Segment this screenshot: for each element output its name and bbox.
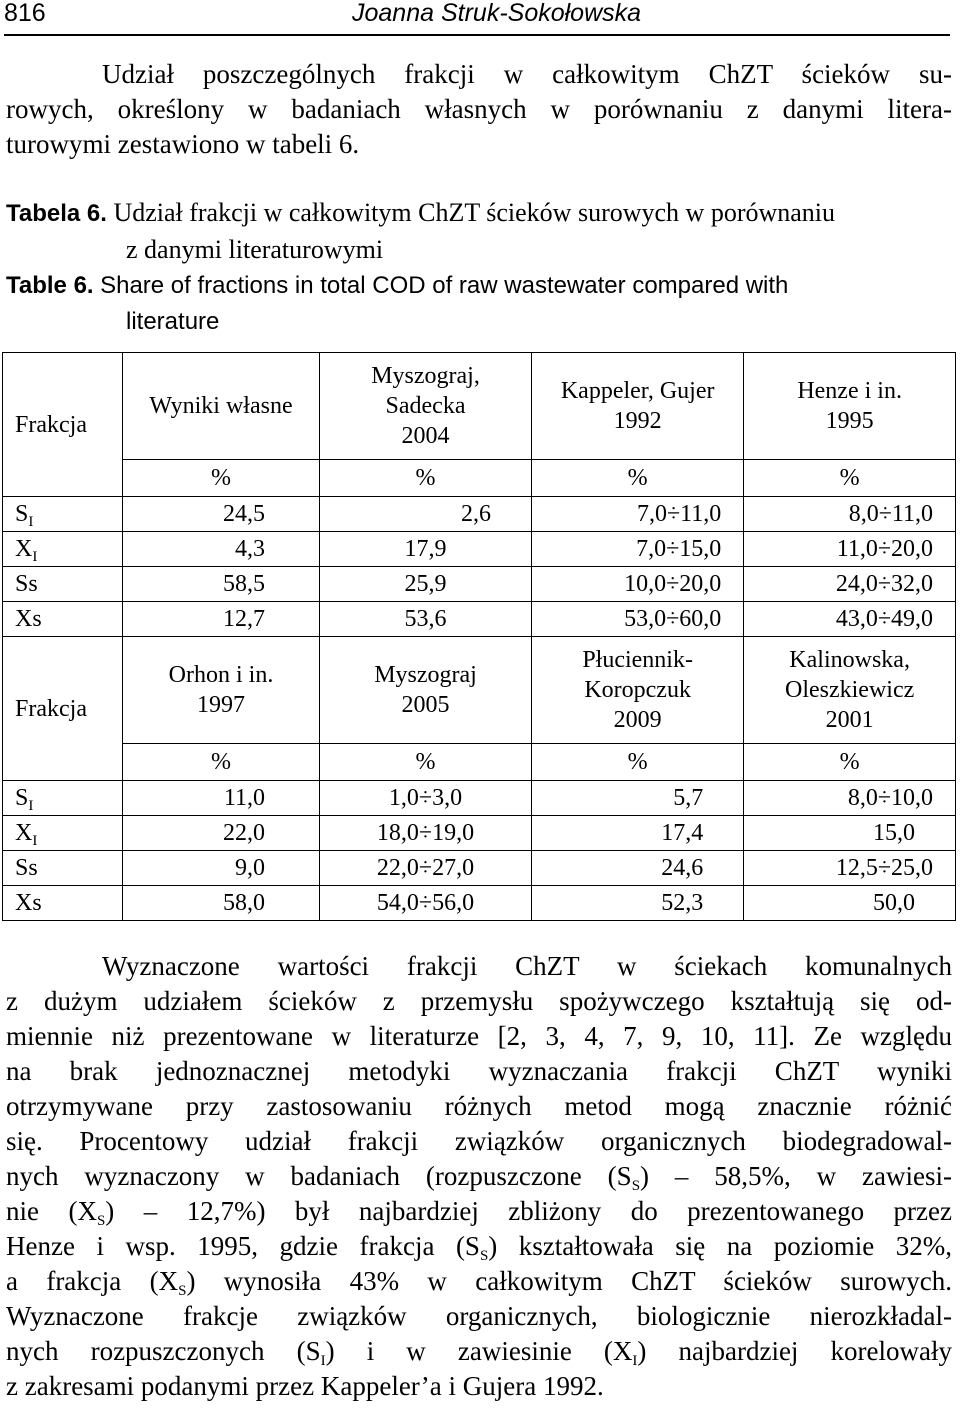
unit-cell: % <box>744 744 956 781</box>
table-cell: 17,4 <box>532 816 744 851</box>
header-text: 1992 <box>613 408 662 434</box>
table-cell: 5,7 <box>532 781 744 816</box>
intro-paragraph <box>6 57 952 162</box>
header-text: Kalinowska, <box>789 647 910 673</box>
table-cell: 24,5 <box>123 497 320 532</box>
table-cell: 7,0÷11,0 <box>532 497 744 532</box>
table-cell: 53,6 <box>320 602 532 637</box>
body-text: ) kształtowała się na poziomie 32%, <box>488 1231 952 1261</box>
body-paragraph <box>6 949 952 1404</box>
table-row <box>3 532 956 567</box>
fraction-symbol: S <box>15 501 29 527</box>
header-rule <box>4 34 950 36</box>
header-col4 <box>744 637 956 744</box>
table-cell: 25,9 <box>320 567 532 602</box>
table-cell: 54,0÷56,0 <box>320 886 532 921</box>
table-cell: 12,7 <box>123 602 320 637</box>
header-text: 2005 <box>401 692 450 718</box>
table-cell: 8,0÷10,0 <box>744 781 956 816</box>
body-line <box>6 1159 952 1194</box>
header-text: Henze i in. <box>797 378 902 404</box>
running-head <box>4 0 952 36</box>
intro-line: turowymi zestawiono w tabeli 6. <box>6 129 360 159</box>
table-caption-pl <box>6 195 952 268</box>
subscript: S <box>631 1178 641 1194</box>
table-cell: 17,9 <box>320 532 532 567</box>
unit-cell: % <box>123 460 320 497</box>
fractions-table <box>2 352 956 921</box>
body-line <box>6 1264 952 1299</box>
header-col1 <box>123 353 320 460</box>
body-line: Wyznaczone wartości frakcji ChZT w ściekach komunalnych <box>102 951 952 981</box>
body-text: ) – 58,5%, w zawiesi- <box>640 1161 952 1191</box>
body-text: a frakcja (X <box>6 1266 179 1296</box>
subscript: I <box>632 1353 638 1369</box>
table-row <box>3 497 956 532</box>
body-line: na brak jednoznacznej metodyki wyznaczania frakcji ChZT wyniki <box>6 1056 952 1086</box>
table-cell: 2,6 <box>320 497 532 532</box>
header-text: Wyniki własne <box>149 393 293 419</box>
body-line: otrzymywane przy zastosowaniu różnych metod mogą znacznie różnić <box>6 1091 952 1121</box>
body-line: się. Procentowy udział frakcji związków organicznych biodegradowal- <box>6 1126 952 1156</box>
unit-cell: % <box>320 744 532 781</box>
intro-line: rowych, określony w badaniach własnych w porównaniu z danymi litera- <box>6 94 952 124</box>
table-cell: 58,5 <box>123 567 320 602</box>
fraction-symbol: Ss <box>15 571 38 597</box>
table-cell: 24,6 <box>532 851 744 886</box>
unit-cell: % <box>532 744 744 781</box>
header-text: Kappeler, Gujer <box>560 378 715 404</box>
table-header-row <box>3 637 956 744</box>
fraction-subscript: I <box>28 798 34 814</box>
unit-cell: % <box>744 460 956 497</box>
fraction-label <box>3 497 123 532</box>
fraction-subscript: I <box>32 549 38 565</box>
subscript: S <box>178 1283 187 1299</box>
fraction-symbol: X <box>15 536 33 562</box>
fraction-symbol: S <box>15 785 29 811</box>
body-line: z zakresami podanymi przez Kappeler’a i Gujera 1992. <box>6 1371 604 1401</box>
table-cell: 1,0÷3,0 <box>320 781 532 816</box>
fraction-symbol: Ss <box>15 855 38 881</box>
table-cell: 22,0 <box>123 816 320 851</box>
table-cell: 9,0 <box>123 851 320 886</box>
table-cell: 4,3 <box>123 532 320 567</box>
header-text: 2001 <box>825 707 874 733</box>
table-row <box>3 816 956 851</box>
body-text: ) najbardziej korelowały <box>637 1336 952 1366</box>
subscript: S <box>479 1248 489 1264</box>
fraction-subscript: I <box>32 833 38 849</box>
table-cell: 7,0÷15,0 <box>532 532 744 567</box>
caption-text-pl-cont: z danymi literaturowymi <box>126 235 384 264</box>
subscript: I <box>320 1353 326 1369</box>
header-col2 <box>320 353 532 460</box>
table-row <box>3 567 956 602</box>
header-col3 <box>532 637 744 744</box>
body-line <box>6 1334 952 1369</box>
header-text: Myszograj, <box>371 363 480 389</box>
header-text: 1995 <box>825 408 874 434</box>
table-cell: 22,0÷27,0 <box>320 851 532 886</box>
caption-text-pl: Udział frakcji w całkowitym ChZT ścieków surowych w porównaniu <box>113 198 836 227</box>
body-text: ) i w zawiesinie (X <box>325 1336 633 1366</box>
header-text: Płuciennik- <box>582 647 693 673</box>
header-text: Sadecka <box>385 393 466 419</box>
header-fraction: Frakcja <box>3 637 123 781</box>
header-text: Oleszkiewicz <box>784 677 915 703</box>
fraction-label <box>3 567 123 602</box>
unit-cell: % <box>532 460 744 497</box>
unit-cell: % <box>320 460 532 497</box>
fraction-symbol: X <box>15 820 33 846</box>
table-cell: 18,0÷19,0 <box>320 816 532 851</box>
fraction-subscript: I <box>28 514 34 530</box>
table-header-row <box>3 353 956 460</box>
body-line: miennie niż prezentowane w literaturze [2, 3, 4, 7, 9, 10, 11]. Ze względu <box>6 1021 952 1051</box>
running-head-author: Joanna Struk-Sokołowska <box>352 0 642 27</box>
table-cell: 12,5÷25,0 <box>744 851 956 886</box>
table-cell: 8,0÷11,0 <box>744 497 956 532</box>
body-text: nych rozpuszczonych (S <box>6 1336 321 1366</box>
caption-text-en: Share of fractions in total COD of raw wastewater compared with <box>100 272 789 299</box>
table-cell: 11,0 <box>123 781 320 816</box>
header-text: 2009 <box>613 707 662 733</box>
header-text: Myszograj <box>374 662 477 688</box>
unit-cell: % <box>123 744 320 781</box>
fraction-label <box>3 781 123 816</box>
body-line <box>6 1229 952 1264</box>
table-row <box>3 886 956 921</box>
table-row <box>3 781 956 816</box>
body-line: z dużym udziałem ścieków z przemysłu spożywczego kształtują się od- <box>6 986 952 1016</box>
table-caption-en <box>6 267 952 340</box>
fraction-symbol: Xs <box>15 606 42 632</box>
header-col3 <box>532 353 744 460</box>
fraction-symbol: Xs <box>15 890 42 916</box>
header-col2 <box>320 637 532 744</box>
units-row <box>3 744 956 781</box>
header-col4 <box>744 353 956 460</box>
fraction-label <box>3 816 123 851</box>
header-text: 1997 <box>197 692 245 718</box>
table-cell: 53,0÷60,0 <box>532 602 744 637</box>
body-line <box>6 1194 952 1229</box>
body-text: ) wynosiła 43% w całkowitym ChZT ścieków surowych. <box>186 1266 952 1296</box>
body-text: ) – 12,7%) był najbardziej zbliżony do prezentowanego przez <box>105 1196 952 1226</box>
header-fraction: Frakcja <box>3 353 123 497</box>
table-cell: 24,0÷32,0 <box>744 567 956 602</box>
fraction-label <box>3 532 123 567</box>
units-row <box>3 460 956 497</box>
page-number: 816 <box>4 0 46 27</box>
table-cell: 15,0 <box>744 816 956 851</box>
header-col1 <box>123 637 320 744</box>
table-cell: 43,0÷49,0 <box>744 602 956 637</box>
fraction-label <box>3 851 123 886</box>
caption-label-en: Table 6. <box>6 272 94 299</box>
header-text: 2004 <box>401 423 450 449</box>
body-line: Wyznaczone frakcje związków organicznych, biologicznie nierozkładal- <box>6 1301 952 1331</box>
intro-line: Udział poszczególnych frakcji w całkowitym ChZT ścieków su- <box>102 59 952 89</box>
caption-text-en-cont: literature <box>126 308 220 335</box>
table-cell: 58,0 <box>123 886 320 921</box>
caption-label-pl: Tabela 6. <box>6 200 107 227</box>
table-cell: 11,0÷20,0 <box>744 532 956 567</box>
fraction-label <box>3 886 123 921</box>
fraction-label <box>3 602 123 637</box>
body-text: nych wyznaczony w badaniach (rozpuszczone (S <box>6 1161 632 1191</box>
header-text: Koropczuk <box>584 677 691 703</box>
body-text: nie (X <box>6 1196 97 1226</box>
table-cell: 50,0 <box>744 886 956 921</box>
body-text: Henze i wsp. 1995, gdzie frakcja (S <box>6 1231 480 1261</box>
table-row <box>3 602 956 637</box>
header-text: Orhon i in. <box>168 662 274 688</box>
table-cell: 52,3 <box>532 886 744 921</box>
subscript: S <box>96 1213 106 1229</box>
table-row <box>3 851 956 886</box>
table-cell: 10,0÷20,0 <box>532 567 744 602</box>
